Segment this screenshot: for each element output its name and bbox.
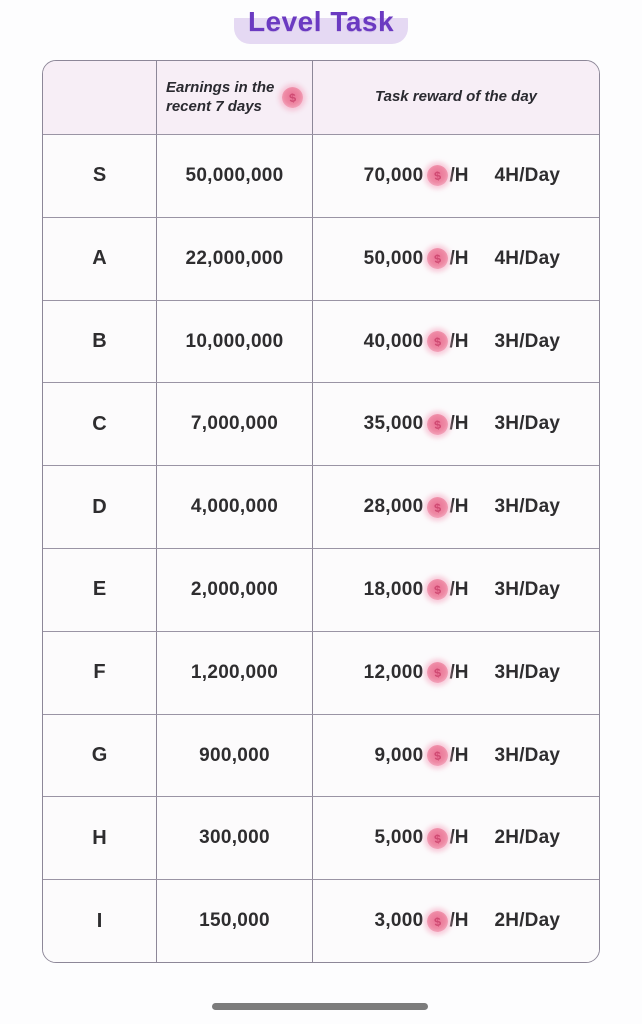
hours-per-day-label: 2H/Day	[494, 910, 561, 932]
reward-header-label: Task reward of the day	[375, 88, 537, 106]
coin-icon: $	[425, 495, 449, 519]
earnings-value: 900,000	[199, 744, 270, 766]
per-hour-label: /H	[449, 247, 469, 269]
page-title: Level Task	[234, 4, 408, 44]
hours-per-day-label: 2H/Day	[494, 827, 561, 849]
coin-icon: $	[425, 909, 449, 933]
coin-icon: $	[425, 744, 449, 768]
level-cell	[43, 632, 157, 714]
earnings-value: 4,000,000	[190, 496, 279, 518]
header-cell-reward	[313, 61, 599, 134]
level-cell	[43, 218, 157, 300]
level-cell	[43, 135, 157, 217]
earnings-value: 2,000,000	[190, 578, 279, 600]
reward-cell	[313, 715, 599, 797]
reward-cell	[313, 383, 599, 465]
table-row	[43, 714, 599, 797]
reward-rate-value: 18,000	[363, 578, 424, 600]
table-row	[43, 300, 599, 383]
reward-rate-value: 3,000	[374, 910, 424, 932]
earnings-header-label: Earnings in the recent 7 days	[166, 78, 275, 115]
table-body	[43, 134, 599, 962]
reward-cell	[313, 301, 599, 383]
earnings-cell	[157, 466, 313, 548]
table-row	[43, 217, 599, 300]
level-label: H	[92, 826, 107, 849]
coin-icon: $	[281, 86, 305, 110]
per-hour-label: /H	[449, 496, 469, 518]
per-hour-label: /H	[449, 164, 469, 186]
reward-cell	[313, 632, 599, 714]
reward-rate-value: 50,000	[363, 247, 424, 269]
per-hour-label: /H	[449, 413, 469, 435]
earnings-value: 1,200,000	[190, 661, 279, 683]
earnings-value: 50,000,000	[185, 164, 284, 186]
level-label: A	[92, 247, 107, 270]
level-label: I	[96, 909, 103, 932]
level-cell	[43, 797, 157, 879]
level-label: G	[91, 744, 108, 766]
hours-per-day-label: 4H/Day	[494, 247, 561, 269]
earnings-value: 10,000,000	[185, 330, 284, 352]
coin-icon: $	[425, 330, 449, 354]
coin-icon: $	[425, 661, 449, 685]
hours-per-day-label: 3H/Day	[494, 330, 561, 352]
hours-per-day-label: 3H/Day	[494, 744, 561, 766]
hours-per-day-label: 3H/Day	[494, 496, 561, 518]
table-row	[43, 879, 599, 962]
level-cell	[43, 549, 157, 631]
reward-cell	[313, 797, 599, 879]
level-cell	[43, 466, 157, 548]
level-label: S	[92, 164, 107, 187]
per-hour-label: /H	[449, 661, 469, 683]
per-hour-label: /H	[449, 910, 469, 932]
table-header-row	[43, 61, 599, 134]
title-container	[0, 4, 642, 44]
reward-rate-value: 5,000	[374, 827, 424, 849]
earnings-cell	[157, 135, 313, 217]
coin-icon: $	[425, 578, 449, 602]
home-indicator[interactable]	[212, 1003, 428, 1010]
coin-icon: $	[425, 164, 449, 188]
table-row	[43, 382, 599, 465]
level-label: F	[93, 661, 106, 684]
earnings-cell	[157, 383, 313, 465]
level-label: B	[92, 330, 107, 353]
level-label: D	[92, 495, 107, 518]
table-row	[43, 465, 599, 548]
earnings-cell	[157, 880, 313, 962]
hours-per-day-label: 4H/Day	[494, 164, 561, 186]
table-row	[43, 548, 599, 631]
level-cell	[43, 301, 157, 383]
coin-icon: $	[425, 247, 449, 271]
earnings-value: 150,000	[199, 910, 270, 932]
header-cell-earnings	[157, 61, 313, 134]
earnings-cell	[157, 632, 313, 714]
per-hour-label: /H	[449, 744, 469, 766]
earnings-value: 7,000,000	[190, 413, 279, 435]
header-cell-level	[43, 61, 157, 134]
reward-cell	[313, 135, 599, 217]
earnings-value: 22,000,000	[185, 247, 284, 269]
level-task-table	[42, 60, 600, 963]
earnings-value: 300,000	[199, 827, 270, 849]
level-label: E	[92, 578, 107, 601]
table-row	[43, 631, 599, 714]
earnings-cell	[157, 301, 313, 383]
reward-cell	[313, 549, 599, 631]
coin-icon: $	[425, 826, 449, 850]
table-row	[43, 796, 599, 879]
level-cell	[43, 715, 157, 797]
per-hour-label: /H	[449, 578, 469, 600]
level-cell	[43, 383, 157, 465]
coin-icon: $	[425, 412, 449, 436]
earnings-cell	[157, 797, 313, 879]
table-row	[43, 134, 599, 217]
per-hour-label: /H	[449, 330, 469, 352]
hours-per-day-label: 3H/Day	[494, 661, 561, 683]
reward-cell	[313, 466, 599, 548]
reward-rate-value: 12,000	[363, 661, 424, 683]
earnings-cell	[157, 549, 313, 631]
level-label: C	[92, 412, 107, 435]
reward-rate-value: 40,000	[363, 330, 424, 352]
reward-rate-value: 35,000	[363, 413, 424, 435]
hours-per-day-label: 3H/Day	[494, 578, 561, 600]
reward-rate-value: 9,000	[374, 744, 424, 766]
reward-rate-value: 28,000	[363, 496, 424, 518]
earnings-cell	[157, 715, 313, 797]
reward-cell	[313, 218, 599, 300]
earnings-cell	[157, 218, 313, 300]
per-hour-label: /H	[449, 827, 469, 849]
level-cell	[43, 880, 157, 962]
reward-rate-value: 70,000	[363, 164, 424, 186]
reward-cell	[313, 880, 599, 962]
hours-per-day-label: 3H/Day	[494, 413, 561, 435]
